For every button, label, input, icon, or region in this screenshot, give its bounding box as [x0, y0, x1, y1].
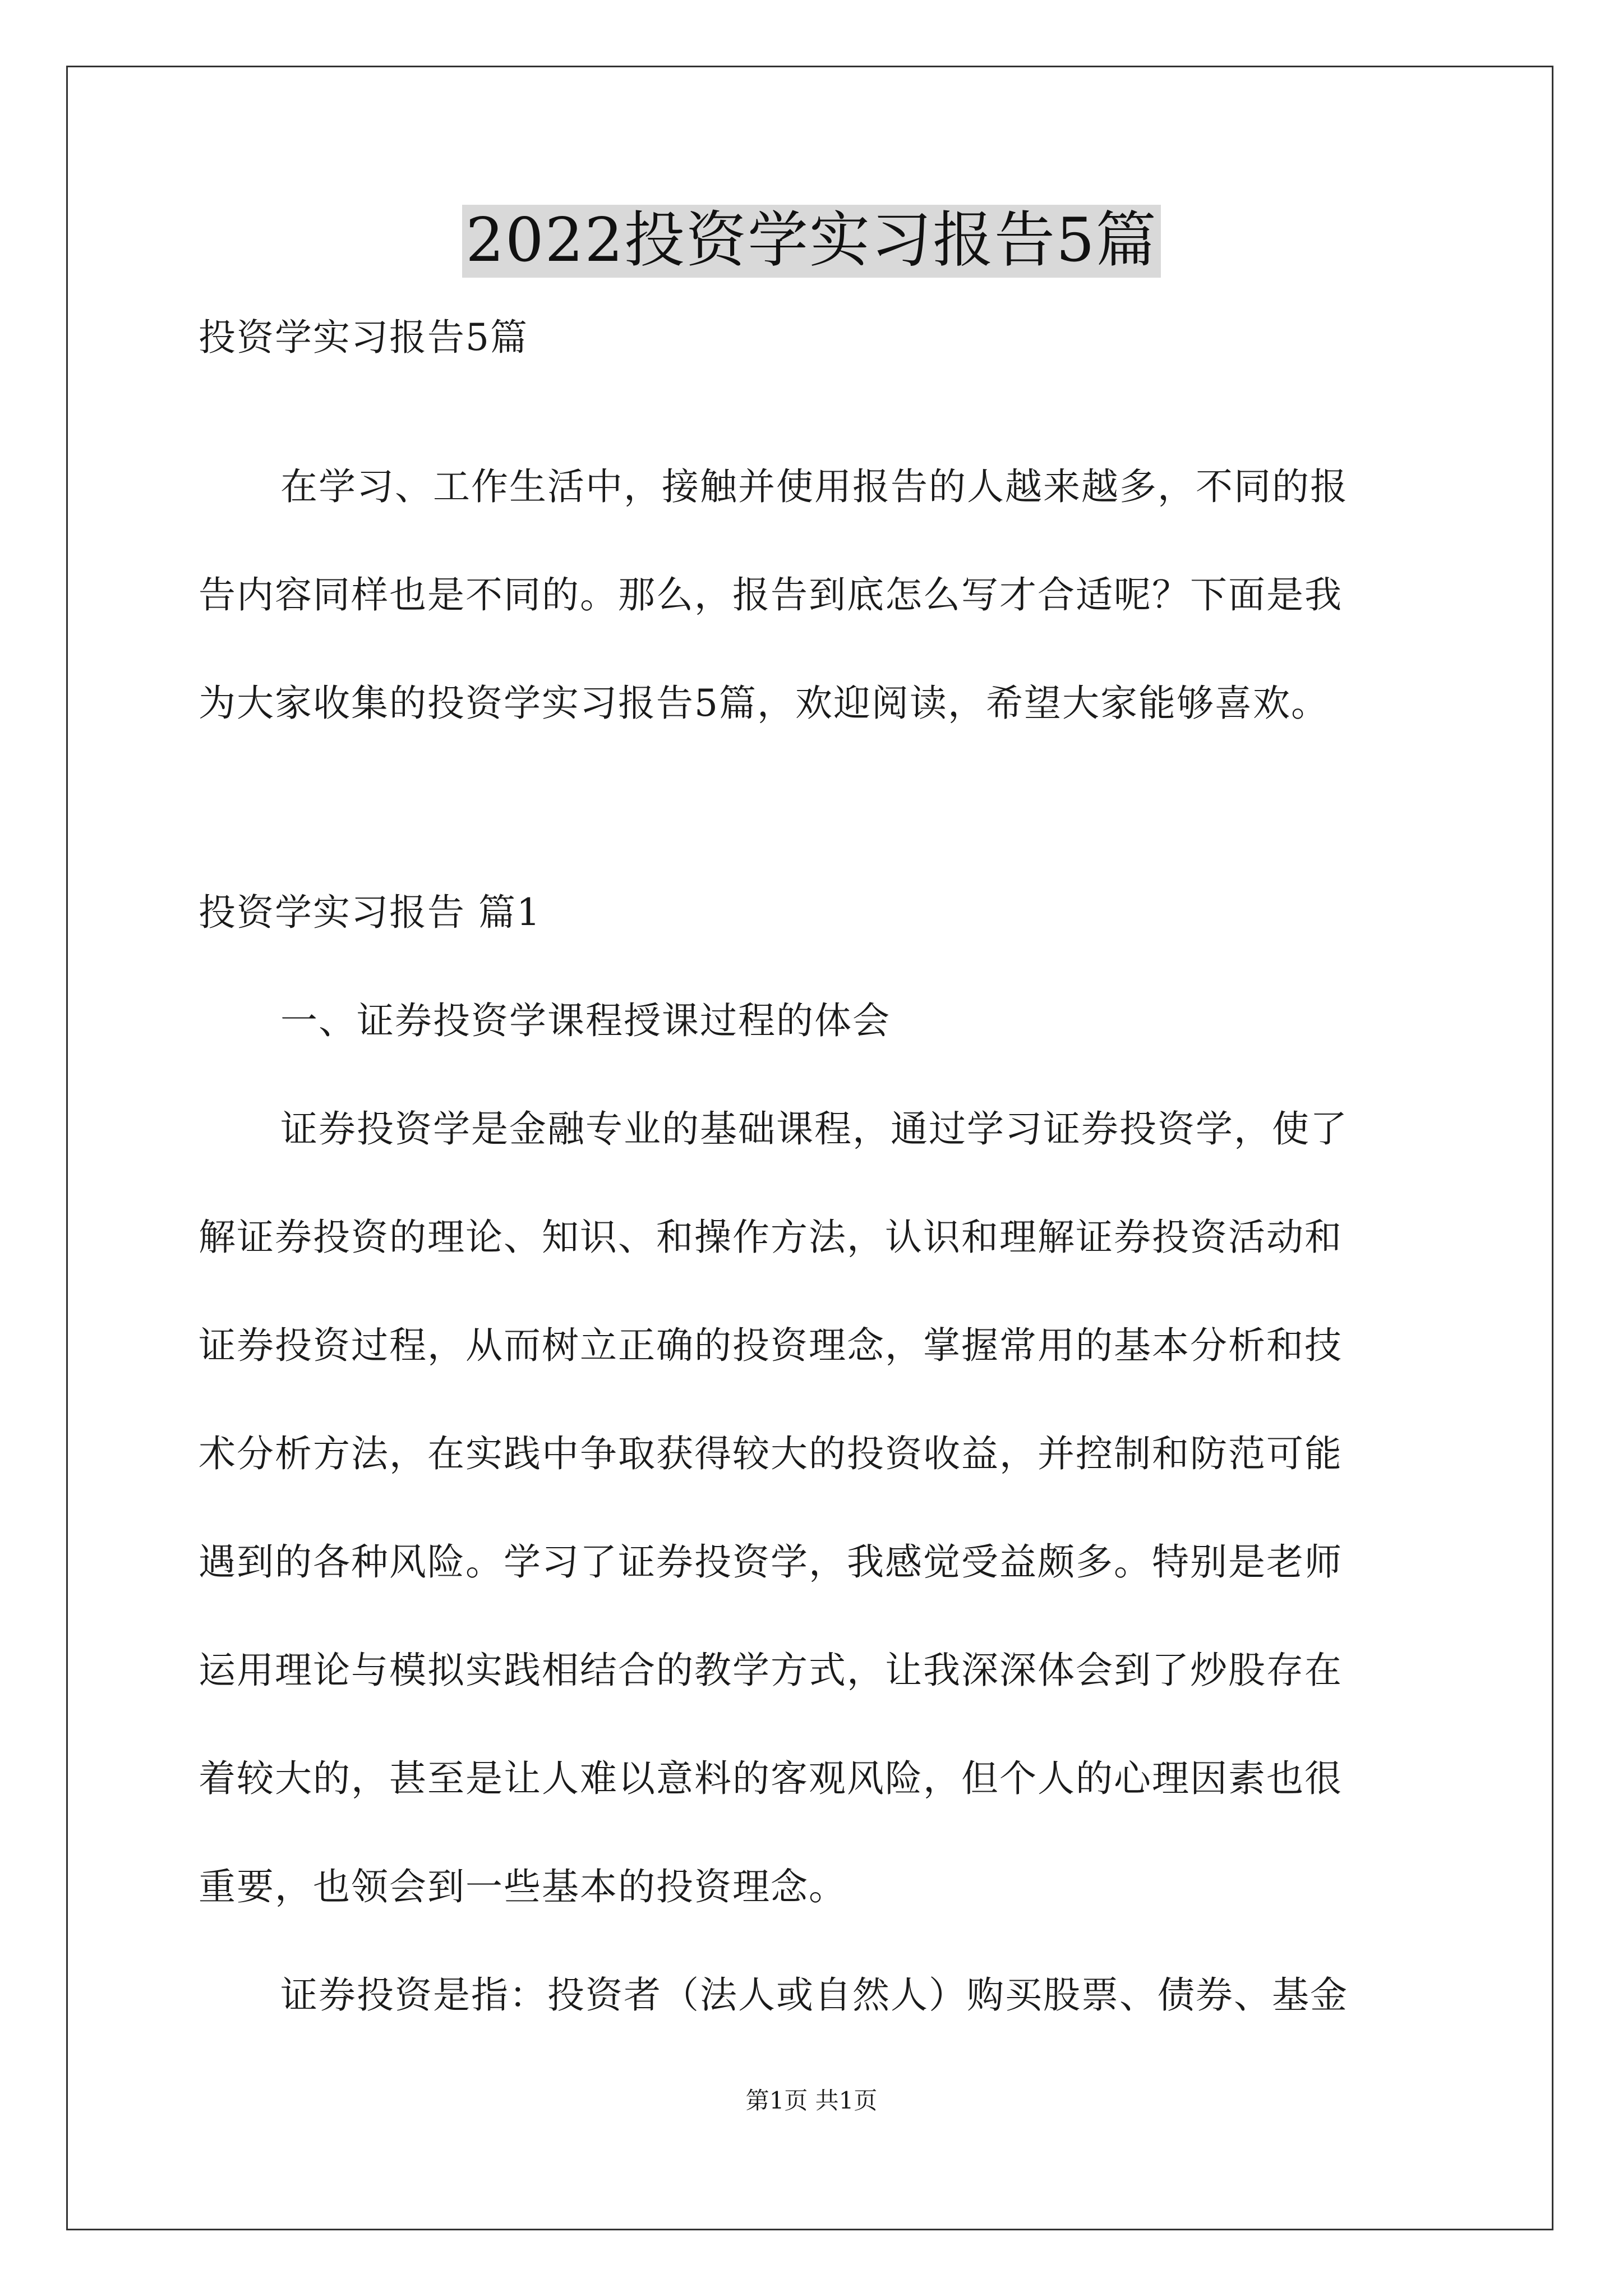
intro-line: 在学习、工作生活中，接触并使用报告的人越来越多，不同的报 — [280, 465, 1348, 508]
body-line: 遇到的各种风险。学习了证券投资学，我感觉受益颇多。特别是老师 — [199, 1540, 1343, 1584]
section-heading: 投资学实习报告 篇1 — [199, 891, 541, 934]
body-line: 证券投资过程，从而树立正确的投资理念，掌握常用的基本分析和技 — [199, 1324, 1343, 1367]
body-line: 证券投资是指：投资者（法人或自然人）购买股票、债券、基金 — [280, 1973, 1348, 2017]
body-line: 着较大的，甚至是让人难以意料的客观风险，但个人的心理因素也很 — [199, 1757, 1343, 1800]
body-line: 重要，也领会到一些基本的投资理念。 — [199, 1865, 847, 1908]
document-title: 2022投资学实习报告5篇 — [462, 205, 1161, 278]
subsection-heading: 一、证券投资学课程授课过程的体会 — [280, 999, 891, 1042]
intro-heading: 投资学实习报告5篇 — [199, 316, 528, 359]
body-line: 术分析方法，在实践中争取获得较大的投资收益，并控制和防范可能 — [199, 1432, 1343, 1475]
intro-line: 告内容同样也是不同的。那么，报告到底怎么写才合适呢？下面是我 — [199, 573, 1343, 616]
body-line: 证券投资学是金融专业的基础课程，通过学习证券投资学，使了 — [280, 1107, 1348, 1151]
page-footer: 第1页 共1页 — [745, 2087, 878, 2114]
intro-line: 为大家收集的投资学实习报告5篇，欢迎阅读，希望大家能够喜欢。 — [199, 682, 1329, 725]
title-container — [0, 205, 1623, 278]
body-line: 解证券投资的理论、知识、和操作方法，认识和理解证券投资活动和 — [199, 1216, 1343, 1259]
body-line: 运用理论与模拟实践相结合的教学方式，让我深深体会到了炒股存在 — [199, 1649, 1343, 1692]
